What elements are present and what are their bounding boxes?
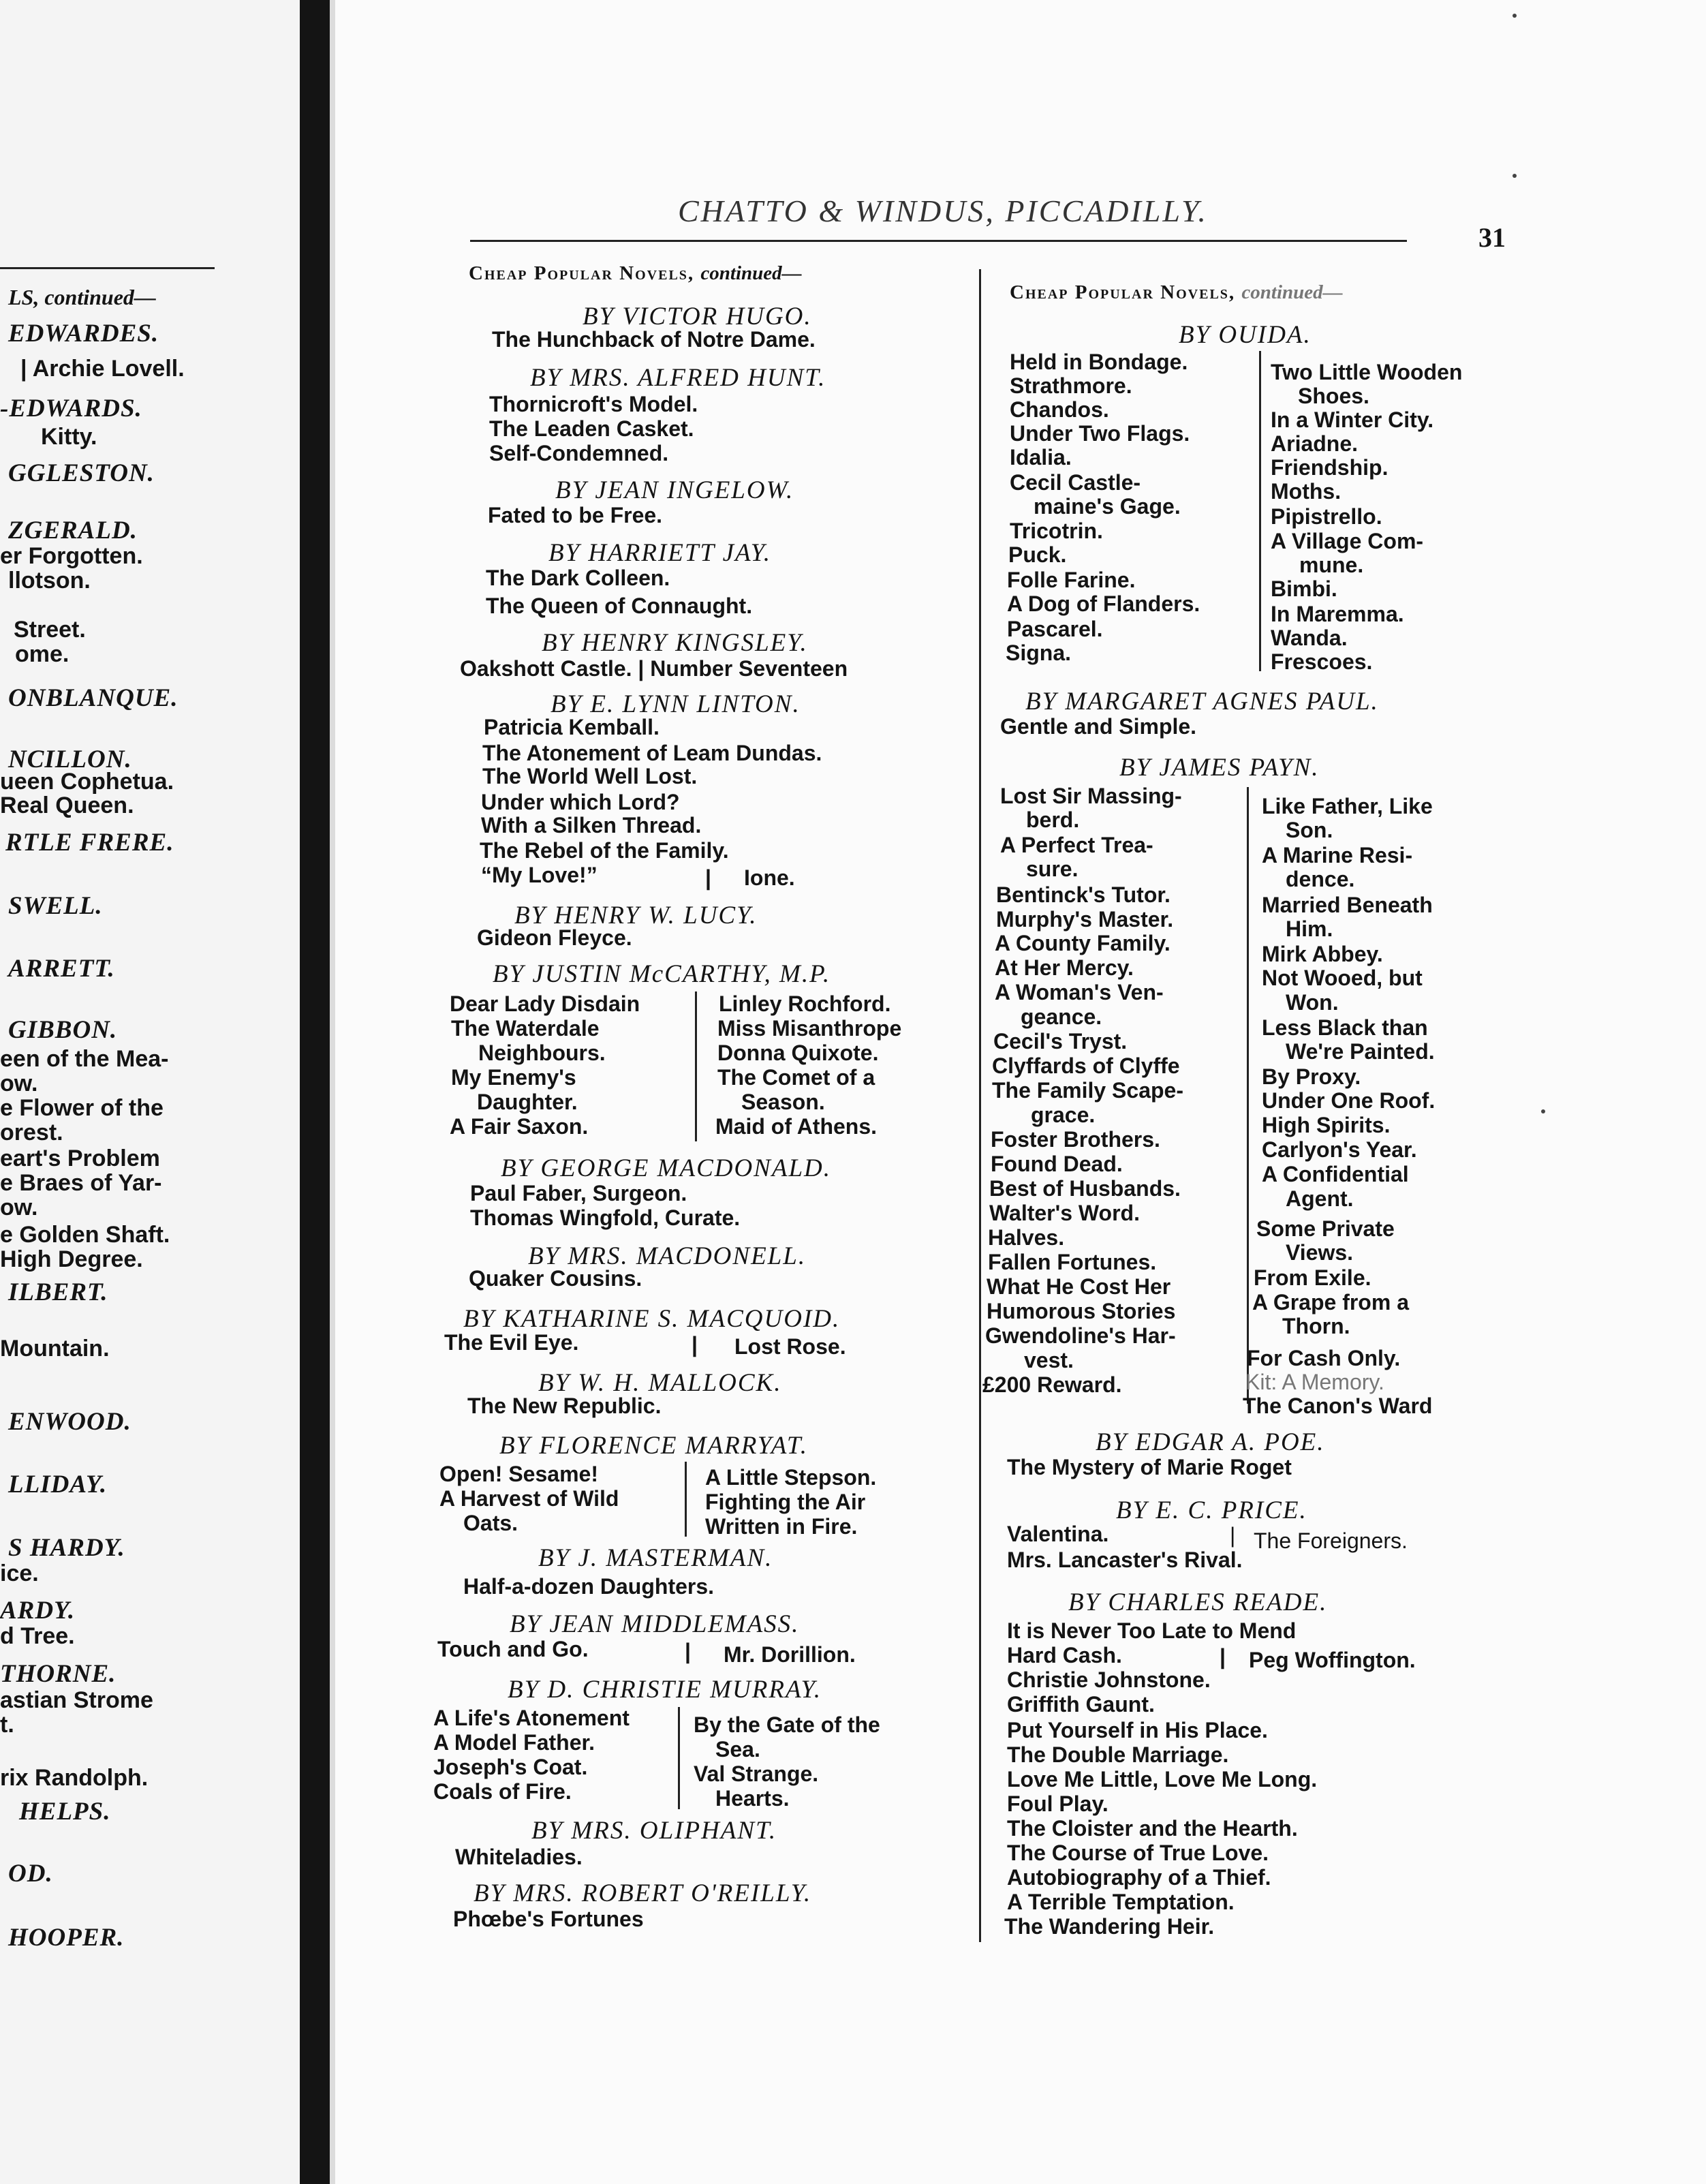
book-title: Fated to be Free. (488, 503, 663, 527)
section-title-continued: continued— (1241, 281, 1343, 303)
book-title: The Waterdale (451, 1016, 600, 1041)
author-heading: BY JEAN MIDDLEMASS. (510, 1610, 800, 1638)
running-head: CHATTO & WINDUS, PICCADILLY. (678, 194, 1208, 228)
book-title: maine's Gage. (1034, 494, 1181, 519)
book-title: The Family Scape- (992, 1078, 1183, 1103)
book-title: vest. (1024, 1348, 1074, 1372)
book-title: Signa. (1006, 641, 1072, 665)
book-title: Open! Sesame! (439, 1462, 598, 1486)
left-title-fragment: Kitty. (41, 424, 97, 450)
book-title: Less Black than (1262, 1015, 1428, 1040)
author-heading: BY GEORGE MACDONALD. (501, 1154, 832, 1182)
col1-section-title (469, 262, 802, 285)
book-title: Gwendoline's Har- (985, 1323, 1176, 1348)
book-title: Two Little Wooden (1271, 360, 1463, 384)
book-title: Under Two Flags. (1010, 421, 1190, 446)
left-title-fragment: LS, continued— (8, 285, 156, 309)
book-title: With a Silken Thread. (481, 813, 702, 837)
book-title: A Fair Saxon. (450, 1114, 589, 1139)
book-title: Daughter. (477, 1090, 578, 1114)
left-title-fragment: t. (0, 1712, 14, 1738)
left-author-fragment: RTLE FRERE. (5, 829, 174, 857)
book-title: A Model Father. (433, 1730, 595, 1755)
author-heading: BY JEAN INGELOW. (555, 476, 794, 504)
book-title: Friendship. (1271, 455, 1389, 480)
book-title: A Harvest of Wild (439, 1486, 619, 1511)
left-title-fragment: rix Randolph. (0, 1765, 149, 1791)
book-title: The Double Marriage. (1007, 1742, 1229, 1767)
book-title: Half-a-dozen Daughters. (463, 1574, 715, 1599)
book-title: Shoes. (1298, 384, 1369, 408)
left-author-fragment: ILBERT. (8, 1278, 108, 1306)
book-title: Strathmore. (1010, 373, 1132, 398)
book-title: My Enemy's (451, 1065, 576, 1090)
book-title: Married Beneath (1262, 893, 1433, 917)
book-title: Oakshott Castle. | Number Seventeen (460, 656, 848, 681)
book-title: Bentinck's Tutor. (996, 882, 1170, 907)
book-title: Touch and Go. (437, 1637, 589, 1661)
left-title-fragment: ow. (0, 1195, 38, 1220)
left-author-fragment: -EDWARDS. (0, 395, 142, 422)
left-author-fragment: ZGERALD. (8, 517, 138, 544)
book-title: Carlyon's Year. (1262, 1137, 1417, 1162)
left-author-fragment: HELPS. (19, 1798, 111, 1826)
left-author-fragment: S HARDY. (8, 1534, 125, 1562)
book-title: Quaker Cousins. (469, 1266, 642, 1291)
author-heading: BY OUIDA. (1179, 321, 1312, 349)
book-title: Valentina. (1007, 1522, 1109, 1546)
book-title: The New Republic. (467, 1394, 662, 1418)
left-author-fragment: GIBBON. (8, 1016, 118, 1044)
book-title: Foul Play. (1007, 1791, 1108, 1816)
book-title: Patricia Kemball. (484, 715, 660, 739)
book-title: Phœbe's Fortunes (453, 1907, 644, 1931)
column-divider (979, 269, 981, 1942)
book-title: berd. (1026, 808, 1080, 832)
book-title: Hearts. (715, 1786, 790, 1811)
left-author-fragment: EDWARDES. (8, 320, 159, 348)
book-title: What He Cost Her (987, 1274, 1171, 1299)
book-title: Halves. (988, 1225, 1065, 1250)
book-title: Hard Cash. (1007, 1643, 1122, 1667)
book-title: A Woman's Ven- (995, 980, 1164, 1004)
book-title: Self-Condemned. (489, 441, 669, 465)
author-heading: BY MRS. ALFRED HUNT. (530, 364, 826, 392)
book-title: By the Gate of the (694, 1712, 880, 1737)
book-title: A Perfect Trea- (1000, 833, 1153, 857)
left-author-fragment: OD. (8, 1860, 53, 1888)
book-title: In a Winter City. (1271, 407, 1434, 432)
book-title: Idalia. (1010, 445, 1072, 470)
author-heading: BY E. C. PRICE. (1116, 1496, 1307, 1524)
left-title-fragment: e Braes of Yar- (0, 1170, 162, 1196)
book-title: Pascarel. (1007, 617, 1103, 641)
book-title: Miss Misanthrope (717, 1016, 902, 1041)
book-gutter (300, 0, 330, 2184)
book-title: Love Me Little, Love Me Long. (1007, 1767, 1318, 1791)
book-title: Kit: A Memory. (1245, 1370, 1384, 1394)
book-title: Fallen Fortunes. (988, 1250, 1157, 1274)
left-title-fragment: astian Strome (0, 1687, 153, 1713)
left-title-fragment: | Archie Lovell. (20, 356, 185, 382)
book-title: Clyffards of Clyffe (992, 1053, 1180, 1078)
book-title: Thornicroft's Model. (489, 392, 698, 416)
book-title: Moths. (1271, 479, 1341, 504)
book-title: Whiteladies. (455, 1845, 583, 1869)
book-title: Like Father, Like (1262, 794, 1433, 818)
book-title: Wanda. (1271, 626, 1348, 650)
book-title: Won. (1286, 990, 1339, 1015)
book-title: Puck. (1008, 542, 1067, 567)
book-title: The Canon's Ward (1243, 1394, 1433, 1418)
book-title: A Village Com- (1271, 529, 1424, 553)
left-title-fragment: e Flower of the (0, 1095, 164, 1121)
book-title: Gideon Fleyce. (477, 925, 632, 950)
book-title: Season. (741, 1090, 825, 1114)
book-title: Cecil Castle- (1010, 470, 1141, 495)
book-title: grace. (1031, 1103, 1096, 1127)
book-title: The Rebel of the Family. (480, 838, 729, 863)
book-title: It is Never Too Late to Mend (1007, 1618, 1297, 1643)
ouida-subcolumn-divider (1259, 351, 1261, 671)
book-title: Mrs. Lancaster's Rival. (1007, 1548, 1243, 1572)
author-heading: BY JUSTIN McCARTHY, M.P. (493, 960, 831, 988)
author-heading: BY JAMES PAYN. (1119, 754, 1320, 782)
book-title: A Grape from a (1252, 1290, 1409, 1314)
section-title-main: Cheap Popular Novels, (469, 262, 695, 284)
book-title: Peg Woffington. (1249, 1648, 1416, 1672)
left-title-fragment: er Forgotten. (0, 543, 143, 569)
left-title-fragment: ueen Cophetua. (0, 769, 174, 795)
page-speck (1513, 174, 1517, 178)
left-title-fragment: llotson. (8, 568, 91, 594)
book-title: Foster Brothers. (991, 1127, 1160, 1152)
book-title: Linley Rochford. (719, 991, 891, 1016)
book-title: Sea. (715, 1737, 760, 1762)
book-title: Griffith Gaunt. (1007, 1692, 1155, 1717)
book-title: A Life's Atonement (433, 1706, 630, 1730)
book-title: Ione. (744, 865, 795, 890)
book-title: For Cash Only. (1247, 1346, 1401, 1370)
left-title-fragment: High Degree. (0, 1246, 143, 1272)
book-title: Cecil's Tryst. (993, 1029, 1128, 1053)
book-title: Humorous Stories (987, 1299, 1176, 1323)
left-title-fragment: Street. (14, 617, 86, 643)
book-title: Christie Johnstone. (1007, 1667, 1211, 1692)
book-title: Found Dead. (991, 1152, 1123, 1176)
section-title-main: Cheap Popular Novels, (1010, 281, 1236, 303)
left-title-fragment: ice. (0, 1560, 39, 1586)
left-author-fragment: SWELL. (8, 892, 103, 920)
book-title: Chandos. (1010, 397, 1109, 422)
separator-bar: | (1220, 1644, 1226, 1669)
separator-bar: | (1230, 1523, 1236, 1548)
book-title: £200 Reward. (982, 1372, 1122, 1397)
book-title: A County Family. (995, 931, 1170, 955)
section-title-continued: continued— (700, 262, 802, 284)
left-title-fragment: Real Queen. (0, 793, 134, 818)
left-page-fragment (0, 0, 300, 2184)
author-heading: BY J. MASTERMAN. (538, 1544, 773, 1572)
marryat-subcolumn-divider (685, 1462, 687, 1537)
book-title: Frescoes. (1271, 649, 1373, 674)
book-title: High Spirits. (1262, 1113, 1391, 1137)
page-speck (1541, 1109, 1545, 1113)
page-number: 31 (1478, 222, 1506, 253)
book-title: Fighting the Air (705, 1490, 866, 1514)
book-title: The Queen of Connaught. (486, 594, 753, 618)
book-title: By Proxy. (1262, 1064, 1361, 1089)
book-title: sure. (1026, 857, 1079, 881)
separator-bar: | (705, 865, 711, 890)
book-title: Him. (1286, 917, 1333, 941)
book-title: dence. (1286, 867, 1355, 891)
left-title-fragment: d Tree. (0, 1623, 75, 1649)
book-title: Donna Quixote. (717, 1041, 879, 1065)
page-speck (1513, 14, 1517, 18)
left-title-fragment: eart's Problem (0, 1145, 160, 1171)
book-title: Coals of Fire. (433, 1779, 572, 1804)
book-title: Agent. (1286, 1186, 1354, 1211)
book-title: Maid of Athens. (715, 1114, 878, 1139)
author-heading: BY D. CHRISTIE MURRAY. (508, 1676, 822, 1704)
book-title: Mirk Abbey. (1262, 942, 1383, 966)
book-title: Mr. Dorillion. (724, 1642, 856, 1667)
book-title: Under One Roof. (1262, 1088, 1436, 1113)
book-title: The Mystery of Marie Roget (1007, 1455, 1292, 1479)
book-title: A Marine Resi- (1262, 843, 1413, 867)
left-author-fragment: LLIDAY. (8, 1471, 108, 1498)
author-heading: BY KATHARINE S. MACQUOID. (463, 1305, 841, 1333)
book-title: The Hunchback of Notre Dame. (492, 327, 816, 352)
book-title: Ariadne. (1271, 431, 1359, 456)
book-title: The Leaden Casket. (489, 416, 694, 441)
left-title-fragment: ome. (15, 641, 69, 667)
book-title: The World Well Lost. (482, 764, 698, 788)
book-title: Joseph's Coat. (433, 1755, 588, 1779)
book-title: geance. (1021, 1004, 1102, 1029)
author-heading: BY MARGARET AGNES PAUL. (1025, 688, 1379, 716)
author-heading: BY MRS. MACDONELL. (528, 1242, 807, 1270)
header-rule (470, 240, 1407, 242)
book-title: At Her Mercy. (995, 955, 1134, 980)
gutter-edge (330, 0, 335, 2184)
book-title: The Comet of a (717, 1065, 875, 1090)
book-title: Lost Sir Massing- (1000, 784, 1182, 808)
book-title: Lost Rose. (734, 1334, 846, 1359)
book-title: The Dark Colleen. (486, 566, 670, 590)
left-author-fragment: ENWOOD. (8, 1408, 131, 1436)
payn-subcolumn-divider (1247, 787, 1249, 1404)
left-title-fragment: orest. (0, 1120, 63, 1145)
book-title: “My Love!” (481, 863, 598, 887)
left-author-fragment: HOOPER. (8, 1924, 125, 1952)
book-title: A Terrible Temptation. (1007, 1890, 1235, 1914)
book-title: Put Yourself in His Place. (1007, 1718, 1268, 1742)
left-title-fragment: een of the Mea- (0, 1046, 169, 1072)
left-author-fragment: THORNE. (0, 1660, 117, 1688)
book-title: Held in Bondage. (1010, 350, 1188, 374)
author-heading: BY MRS. ROBERT O'REILLY. (474, 1879, 812, 1907)
book-title: Some Private (1256, 1216, 1395, 1241)
book-title: We're Painted. (1286, 1039, 1435, 1064)
left-title-fragment: e Golden Shaft. (0, 1222, 170, 1248)
book-title: Neighbours. (478, 1041, 606, 1065)
author-heading: BY HENRY KINGSLEY. (542, 629, 808, 657)
book-title: The Foreigners. (1254, 1528, 1408, 1553)
book-title: Folle Farine. (1007, 568, 1136, 592)
separator-bar: | (692, 1332, 698, 1357)
author-heading: BY FLORENCE MARRYAT. (499, 1432, 808, 1460)
author-heading: BY EDGAR A. POE. (1096, 1428, 1325, 1456)
book-title: mune. (1299, 553, 1364, 577)
author-heading: BY HENRY W. LUCY. (514, 902, 758, 929)
author-heading: BY VICTOR HUGO. (583, 303, 812, 330)
left-header-rule (0, 267, 215, 269)
murray-subcolumn-divider (678, 1707, 680, 1809)
book-title: Written in Fire. (705, 1514, 858, 1539)
author-heading: BY E. LYNN LINTON. (550, 690, 801, 718)
left-title-fragment: ow. (0, 1071, 38, 1096)
left-author-fragment: ARRETT. (8, 955, 115, 983)
book-title: Not Wooed, but (1262, 966, 1423, 990)
book-title: Bimbi. (1271, 576, 1337, 601)
mccarthy-subcolumn-divider (695, 991, 697, 1141)
book-title: Paul Faber, Surgeon. (470, 1181, 687, 1205)
book-title: Thorn. (1282, 1314, 1350, 1338)
book-title: Dear Lady Disdain (450, 991, 640, 1016)
book-title: In Maremma. (1271, 602, 1404, 626)
left-author-fragment: NCILLON. (8, 745, 132, 773)
col2-section-title (1010, 281, 1343, 304)
book-title: The Cloister and the Hearth. (1007, 1816, 1298, 1841)
author-heading: BY HARRIETT JAY. (548, 539, 772, 567)
book-title: Thomas Wingfold, Curate. (470, 1205, 741, 1230)
left-title-fragment: Mountain. (0, 1336, 110, 1362)
book-title: Tricotrin. (1010, 519, 1103, 543)
book-title: Murphy's Master. (996, 907, 1174, 932)
book-title: Son. (1286, 818, 1333, 842)
author-heading: BY W. H. MALLOCK. (538, 1369, 782, 1397)
author-heading: BY CHARLES READE. (1068, 1588, 1328, 1616)
book-title: The Atonement of Leam Dundas. (482, 741, 822, 765)
book-title: From Exile. (1254, 1265, 1371, 1290)
book-title: Pipistrello. (1271, 504, 1382, 529)
book-title: Val Strange. (694, 1762, 819, 1786)
book-title: A Confidential (1262, 1162, 1409, 1186)
separator-bar: | (685, 1639, 691, 1663)
book-title: The Course of True Love. (1007, 1841, 1269, 1865)
book-title: A Little Stepson. (705, 1465, 877, 1490)
book-title: Oats. (463, 1511, 518, 1535)
book-title: The Evil Eye. (444, 1330, 579, 1355)
book-title: Walter's Word. (989, 1201, 1140, 1225)
book-title: The Wandering Heir. (1004, 1914, 1215, 1939)
author-heading: BY MRS. OLIPHANT. (531, 1817, 777, 1845)
book-title: Autobiography of a Thief. (1007, 1865, 1271, 1890)
book-title: A Dog of Flanders. (1007, 591, 1200, 616)
book-title: Views. (1286, 1240, 1354, 1265)
left-author-fragment: GGLESTON. (8, 459, 155, 487)
book-title: Best of Husbands. (989, 1176, 1181, 1201)
left-author-fragment: ONBLANQUE. (8, 684, 179, 712)
book-title: Under which Lord? (481, 790, 680, 814)
left-author-fragment: ARDY. (0, 1597, 76, 1625)
book-title: Gentle and Simple. (1000, 714, 1197, 739)
